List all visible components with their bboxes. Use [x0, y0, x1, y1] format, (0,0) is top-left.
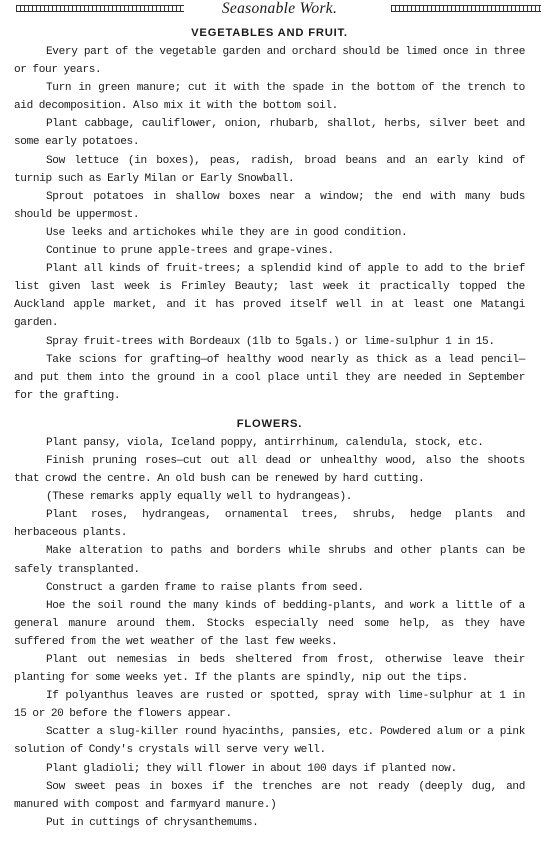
- paragraph: Make alteration to paths and borders while shrubs and other plants can be safely transplanted.: [14, 545, 525, 576]
- paragraph: Put in cuttings of chrysanthemums.: [46, 816, 259, 829]
- paragraph: Construct a garden frame to raise plants from seed.: [46, 581, 364, 594]
- decorative-rule-right: [391, 5, 541, 12]
- section-heading-vegetables: VEGETABLES AND FRUIT.: [191, 27, 348, 39]
- paragraph: Scatter a slug-killer round hyacinths, pansies, etc. Powdered alum or a pink solution of Condy's crystals will serve very well.: [14, 726, 525, 757]
- paragraph: If polyanthus leaves are rusted or spotted, spray with lime-sulphur at 1 in 15 or 20 before the flowers appear.: [14, 690, 525, 721]
- section-vegetables-and-fruit: [14, 25, 525, 405]
- paragraph: Plant cabbage, cauliflower, onion, rhubarb, shallot, herbs, silver beet and some early potatoes.: [14, 118, 525, 149]
- paragraph: Every part of the vegetable garden and orchard should be limed once in three or four years.: [14, 46, 525, 77]
- decorative-rule-left: [16, 5, 184, 12]
- column-title: Seasonable Work.: [216, 0, 343, 18]
- paragraph: (These remarks apply equally well to hydrangeas).: [46, 491, 353, 504]
- paragraph: Spray fruit-trees with Bordeaux (1lb to 5gals.) or lime-sulphur 1 in 15.: [46, 335, 495, 348]
- paragraph: Use leeks and artichokes while they are in good condition.: [46, 226, 408, 239]
- paragraph: Finish pruning roses—cut out all dead or unhealthy wood, also the shoots that crowd the centre. An old bush can be renewed by hard cutting.: [14, 454, 525, 486]
- paragraph: Plant gladioli; they will flower in about 100 days if planted now.: [46, 762, 457, 775]
- paragraph: Sow lettuce (in boxes), peas, radish, broad beans and an early kind of turnip such as Early Milan or Early Snowball.: [14, 154, 525, 185]
- paragraph: Plant pansy, viola, Iceland poppy, antirrhinum, calendula, stock, etc.: [46, 436, 484, 449]
- paragraph: Turn in green manure; cut it with the spade in the bottom of the trench to aid decomposition. Also mix it with the bottom soil.: [14, 82, 525, 113]
- section-heading-flowers: FLOWERS.: [236, 417, 303, 430]
- paragraph: Take scions for grafting—of healthy wood nearly as thick as a lead pencil—and put them into the ground in a cool place until they are needed in September for the grafting.: [14, 353, 525, 402]
- paragraph: Plant out nemesias in beds sheltered from frost, otherwise leave their planting for some weeks yet. If the plants are spindly, nip out the tips.: [14, 654, 525, 685]
- paragraph: Plant roses, hydrangeas, ornamental trees, shrubs, hedge plants and herbaceous plants.: [14, 509, 525, 540]
- column-masthead: [14, 0, 525, 18]
- paragraph: Sow sweet peas in boxes if the trenches are not ready (deeply dug, and manured with compost and farmyard manure.): [14, 780, 525, 811]
- paragraph: Plant all kinds of fruit-trees; a splendid kind of apple to add to the brief list given last week is Frimley Beauty; last week it practically topped the Auckland apple market, and it has proved itself well in at least one Matangi garden.: [14, 263, 525, 330]
- paragraph: Sprout potatoes in shallow boxes near a window; the end with many buds should be uppermost.: [14, 190, 525, 221]
- paragraph: Continue to prune apple-trees and grape-vines.: [46, 245, 334, 258]
- paragraph: Hoe the soil round the many kinds of bedding-plants, and work a little of a general manure around them. Stocks especially need some help, as they have suffered from the wet weather of the last few weeks.: [14, 599, 525, 648]
- section-flowers: [14, 416, 525, 832]
